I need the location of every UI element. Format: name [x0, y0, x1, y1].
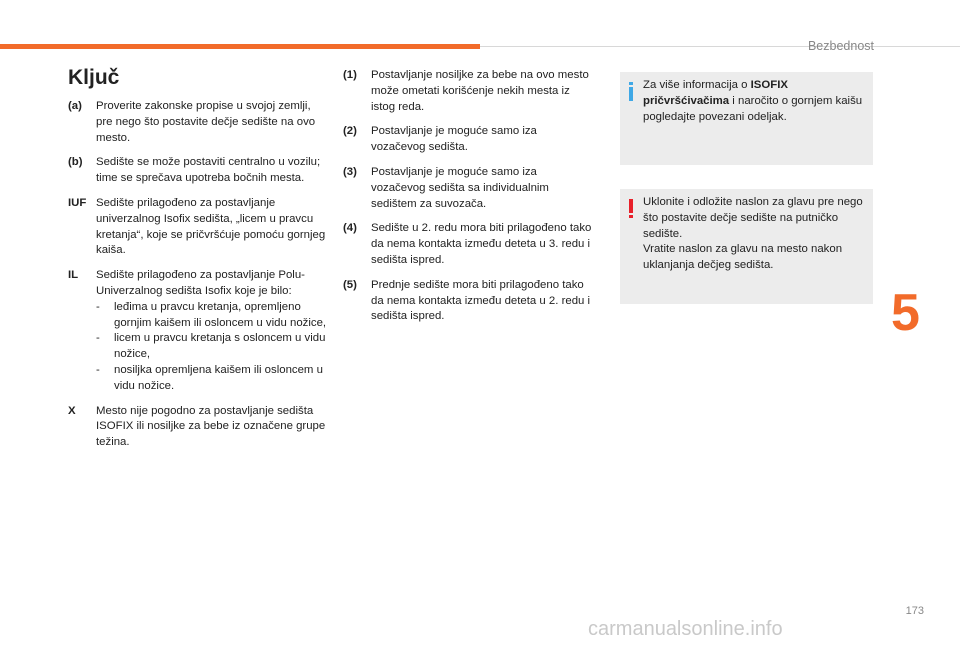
header-accent-bar [0, 44, 480, 49]
legend-item [68, 268, 328, 394]
legend-item [68, 404, 328, 451]
legend-key: IL [68, 269, 79, 282]
legend-item [343, 165, 593, 212]
subitem-dash: - [96, 332, 100, 345]
legend-item [68, 99, 328, 146]
legend-text: Postavljanje je moguće samo iza vozačevog sedišta sa individualnim sedištem za suvozača. [371, 165, 549, 210]
info-icon [628, 82, 634, 102]
warning-box [620, 189, 873, 304]
legend-text: Postavljanje nosiljke za bebe na ovo mesto može ometati korišćenje nekih mesta iz istog reda. [371, 69, 589, 113]
watermark: carmanualsonline.info [588, 618, 783, 640]
legend-text: Sedište u 2. redu mora biti prilagođeno tako da nema kontakta između deteta u 3. redu i sedišta ispred. [371, 222, 592, 266]
legend-item [343, 124, 593, 156]
legend-item [343, 221, 593, 268]
legend-column-left [68, 99, 328, 460]
subitem-dash: - [96, 363, 100, 376]
warning-icon [628, 199, 634, 219]
warning-para: Uklonite i odložite naslon za glavu pre nego što postavite dečje sedište na putničko sedište. [643, 196, 863, 240]
subitem-text: nosiljka opremljena kaišem ili osloncem u vidu nožice. [114, 363, 323, 392]
legend-subitem [96, 300, 328, 332]
legend-text: Prednje sedište mora biti prilagođeno tako da nema kontakta između deteta u 2. redu i sedišta ispred. [371, 278, 591, 323]
legend-key: (4) [343, 222, 357, 235]
legend-text-group [96, 268, 328, 394]
legend-text: Mesto nije pogodno za postavljanje sedišta ISOFIX ili nosiljke za bebe iz označene grupe težina. [96, 404, 326, 449]
legend-key: IUF [68, 196, 87, 209]
legend-text: Sedište se može postaviti centralno u vozilu; time se sprečava upotreba bočnih mesta. [96, 156, 321, 185]
subitem-text: licem u pravcu kretanja s osloncem u vidu nožice, [114, 332, 326, 361]
legend-key: (3) [343, 165, 357, 178]
subitem-dash: - [96, 300, 100, 313]
info-text [643, 78, 865, 125]
header-divider [480, 46, 960, 47]
legend-key: (b) [68, 156, 83, 169]
legend-subitem [96, 363, 328, 395]
legend-item [343, 68, 593, 115]
legend-text: Proverite zakonske propise u svojoj zemlji, pre nego što postavite dečje sedište na ovo mesto. [96, 100, 316, 144]
info-text-start: Za više informacija o [643, 79, 751, 91]
warning-text [643, 195, 865, 274]
warning-para: Vratite naslon za glavu na mesto nakon uklanjanja dečjeg sedišta. [643, 243, 843, 272]
page-heading: Ključ [68, 66, 120, 89]
legend-item [68, 155, 328, 187]
page-number: 173 [905, 605, 924, 617]
legend-key: X [68, 404, 76, 417]
legend-text: Sedište prilagođeno za postavljanje Polu-Univerzalnog sedišta Isofix koje je bilo: [96, 269, 305, 297]
info-text-bold: ISOFIX pričvršćivačima [643, 79, 788, 107]
legend-key: (5) [343, 278, 357, 291]
subitem-text: leđima u pravcu kretanja, opremljeno gornjim kaišem ili osloncem u vidu nožice, [114, 300, 327, 329]
info-text-end: i naročito o gornjem kaišu pogledajte povezani odeljak. [643, 94, 863, 123]
legend-column-middle [343, 68, 593, 334]
info-box [620, 72, 873, 165]
legend-key: (a) [68, 100, 82, 112]
section-title: Bezbednost [807, 39, 874, 53]
chapter-number: 5 [891, 284, 920, 342]
legend-subitem [96, 331, 328, 363]
legend-item [68, 196, 328, 259]
legend-text: Sedište prilagođeno za postavljanje univerzalnog Isofix sedišta, „licem u pravcu kretanja“, koje se pričvršćuje pomoću gornjeg kaiša. [96, 196, 326, 257]
legend-key: (1) [343, 69, 357, 81]
legend-text: Postavljanje je moguće samo iza vozačevog sedišta. [371, 125, 537, 154]
legend-item [343, 278, 593, 325]
legend-key: (2) [343, 125, 357, 138]
